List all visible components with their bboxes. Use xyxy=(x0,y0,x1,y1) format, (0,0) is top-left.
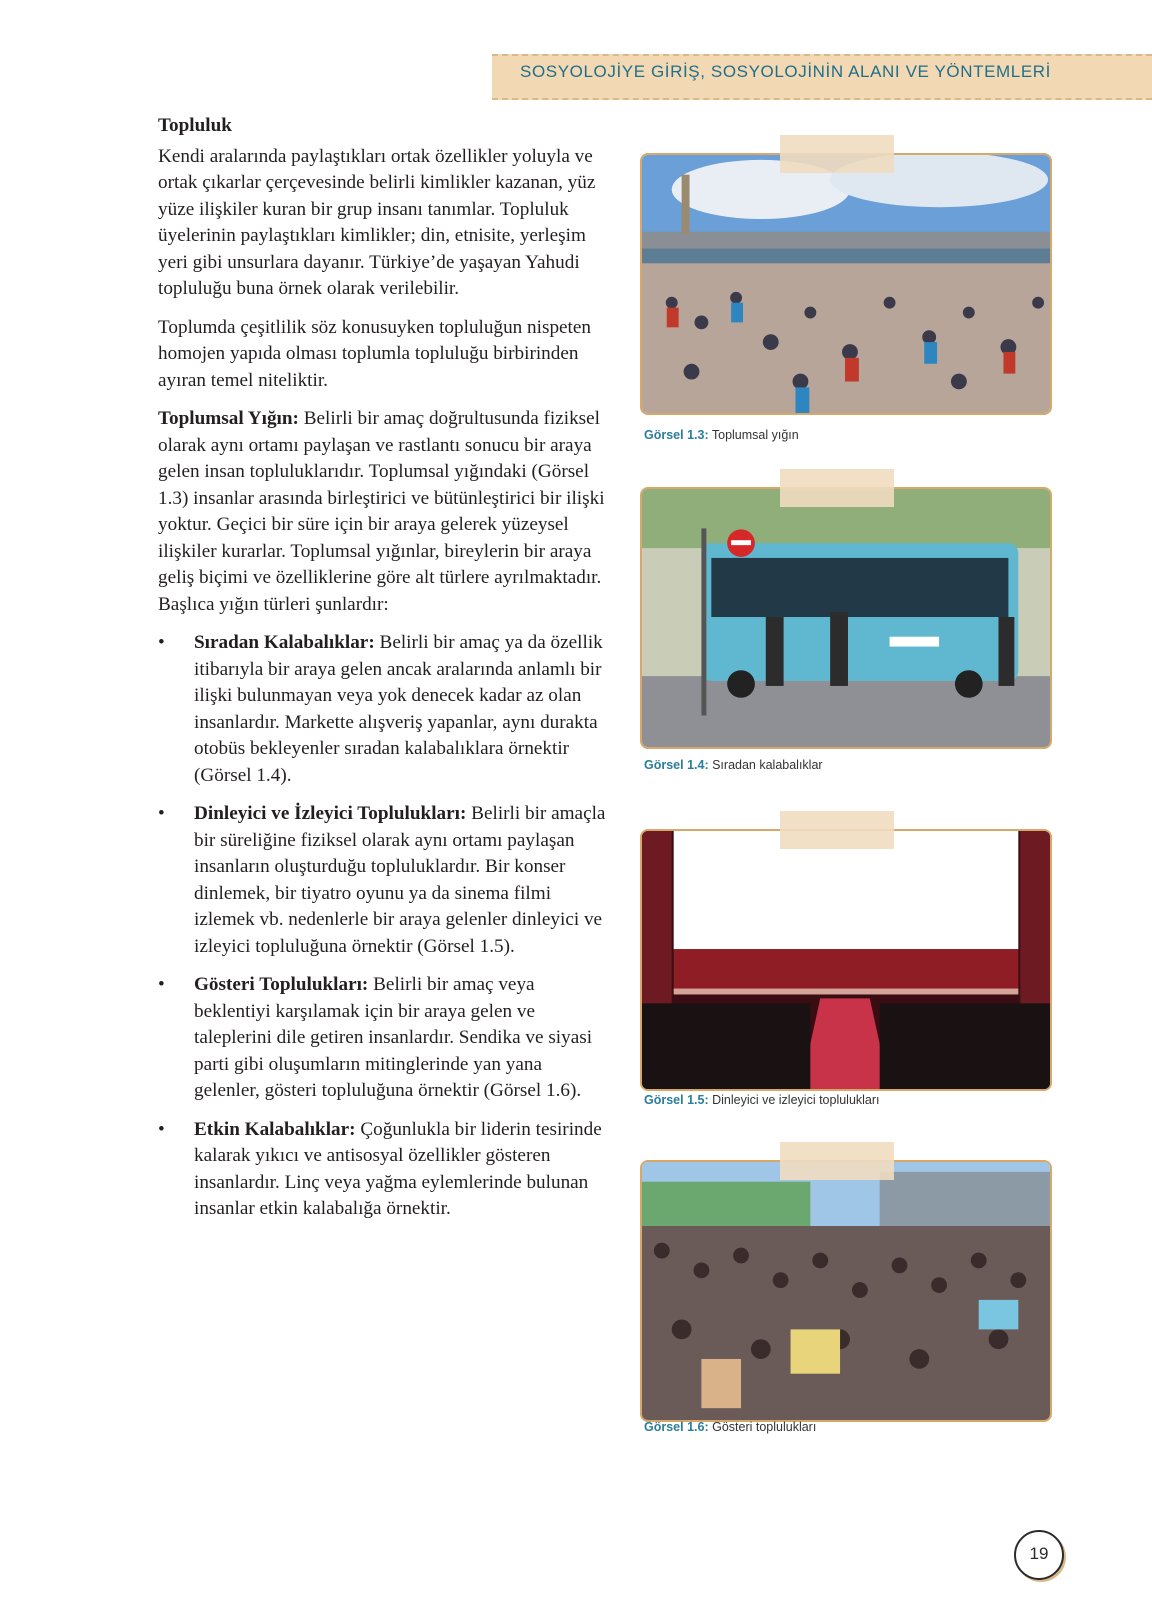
list-item xyxy=(158,972,610,1105)
topluluk-heading: Topluluk xyxy=(158,115,232,136)
bullet-icon: • xyxy=(158,1118,165,1140)
list-item xyxy=(158,630,610,789)
tape-decoration xyxy=(780,811,894,849)
bullet-term: Sıradan Kalabalıklar: xyxy=(194,632,375,653)
figure-1-3 xyxy=(640,153,1052,415)
bullet-icon: • xyxy=(158,803,165,824)
main-text-column xyxy=(158,113,610,1235)
tape-decoration xyxy=(780,135,894,173)
toplumsal-yigin-term: Toplumsal Yığın: xyxy=(158,408,299,429)
tape-decoration xyxy=(780,469,894,507)
bus-stop-photo xyxy=(640,487,1052,749)
figure-1-6 xyxy=(640,1160,1052,1422)
figure-1-3-caption: Görsel 1.3: Toplumsal yığın xyxy=(644,428,799,442)
crowd-photo xyxy=(640,153,1052,415)
toplumsal-yigin-text: Belirli bir amaç doğrultusunda fiziksel olarak aynı ortamı paylaşan ve rastlantı sonucu bir araya gelen insan topluluklarıdır. Toplumsal yığındaki (Görsel 1.3) insanlar arasında birleştirici ve bütünleştirici bir ilişki yoktur. Geçici bir süre için bir araya gelerek yüzeysel ilişkiler kurarlar. Toplumsal yığınlar, bireylerin bir araya geliş biçimi ve özelliklerine göre alt türlere ayrılmaktadır. Başlıca yığın türleri şunlardır: xyxy=(158,408,605,615)
bullet-text: Belirli bir amaç veya beklentiyi karşılamak için bir araya gelen ve taleplerini dile getiren insanlardır. Sendika ve siyasi parti gibi oluşumların mitinglerinde yan yana gelenler, gösteri topluluğuna örnektir (Görsel 1.6). xyxy=(194,974,593,1101)
page-header-title: SOSYOLOJİYE GİRİŞ, SOSYOLOJİNİN ALANI VE YÖNTEMLERİ xyxy=(520,62,1051,81)
list-item xyxy=(158,801,610,960)
figure-1-5-caption: Görsel 1.5: Dinleyici ve izleyici toplulukları xyxy=(644,1093,880,1107)
cinema-photo xyxy=(640,829,1052,1091)
page-number: 19 xyxy=(1014,1530,1064,1580)
figure-1-4-caption: Görsel 1.4: Sıradan kalabalıklar xyxy=(644,758,823,772)
topluluk-paragraph-2: Toplumda çeşitlilik söz konusuyken topluluğun nispeten homojen yapıda olması toplumla topluluğu birbirinden ayıran temel niteliktir. xyxy=(158,316,591,391)
bullet-icon: • xyxy=(158,632,165,653)
bullet-icon: • xyxy=(158,974,165,995)
bullet-term: Etkin Kalabalıklar: xyxy=(194,1118,356,1140)
list-item xyxy=(158,1117,610,1223)
figure-1-5 xyxy=(640,829,1052,1091)
bullet-text: Belirli bir amaçla bir süreliğine fiziksel olarak aynı ortamı paylaşan insanların oluşturduğu topluluklardır. Bir konser dinlemek, bir tiyatro oyunu ya da sinema filmi izlemek vb. nedenlerle bir araya gelenler dinleyici ve izleyici topluluğuna örnektir (Görsel 1.5). xyxy=(194,803,606,957)
bullet-text: Belirli bir amaç ya da özellik itibarıyla bir araya gelen ancak aralarında anlamlı bir ilişki bulunmayan veya yok denecek kadar az olan insanlardır. Markette alışveriş yapanlar, aynı durakta otobüs bekleyenler sıradan kalabalıklara örnektir (Görsel 1.4). xyxy=(194,632,603,786)
figure-1-4 xyxy=(640,487,1052,749)
bullet-term: Dinleyici ve İzleyici Toplulukları: xyxy=(194,803,467,824)
bullet-text: Çoğunlukla bir liderin tesirinde kalarak yıkıcı ve antisosyal özellikler gösteren insanlardır. Linç veya yağma eylemlerinde bulunan insanlar etkin kalabalığa örnektir. xyxy=(194,1118,602,1219)
yigin-types-list xyxy=(158,630,610,1223)
toplumsal-yigin-paragraph xyxy=(158,406,610,618)
demonstration-photo xyxy=(640,1160,1052,1422)
tape-decoration xyxy=(780,1142,894,1180)
figure-1-6-caption: Görsel 1.6: Gösteri toplulukları xyxy=(644,1420,817,1434)
bullet-term: Gösteri Toplulukları: xyxy=(194,974,369,995)
topluluk-paragraph-1: Kendi aralarında paylaştıkları ortak özellikler yoluyla ve ortak çıkarlar çerçevesinde belirli kimlikler kazanan, yüz yüze ilişkiler kuran bir grup insanı tanımlar. Topluluk üyelerinin paylaştıkları kimlikler; din, etnisite, yerleşim yeri gibi unsurlara dayanır. Türkiye’de yaşayan Yahudi topluluğu buna örnek olarak verilebilir. xyxy=(158,145,596,299)
